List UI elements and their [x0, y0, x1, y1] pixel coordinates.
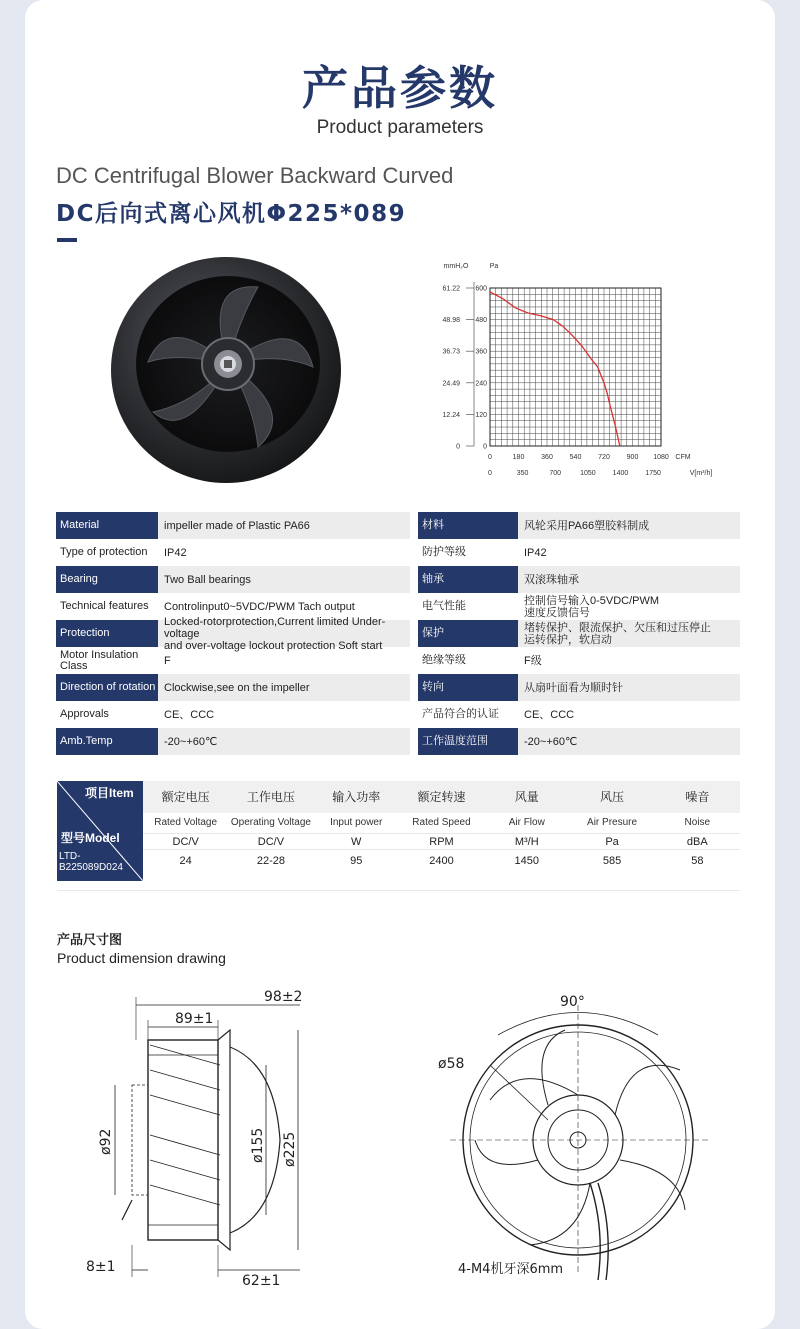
spec-row: [418, 566, 740, 593]
spec-value: IP42: [524, 546, 547, 559]
y-unit-right: Pa: [489, 263, 499, 270]
spec-value: 控制信号输入0-5VDC/PWM 速度反馈信号: [524, 594, 660, 619]
spec-value: F级: [524, 654, 542, 667]
spec-label: 电气性能: [422, 600, 466, 612]
column-header-cn: 输入功率: [314, 781, 399, 813]
spec-label: Technical features: [60, 600, 149, 612]
spec-value: 堵转保护、限流保护、欠压和过压停止 运转保护，软启动: [518, 620, 740, 647]
column-header-cn: 风压: [569, 781, 654, 813]
chart-grid: [490, 288, 661, 446]
spec-value: -20~+60℃: [518, 728, 740, 755]
column-header-cn: 风量: [484, 781, 569, 813]
fan-product-image: [108, 252, 344, 484]
table-column: [314, 781, 399, 871]
y-tick-right: 480: [475, 317, 487, 325]
spec-value: CE、CCC: [524, 708, 575, 721]
x-tick-m3h: 700: [549, 470, 562, 477]
spec-label: 保护: [418, 620, 518, 647]
spec-row: [418, 701, 740, 728]
spec-row: [56, 512, 410, 539]
model-number: LTD-B225089D024: [59, 851, 123, 873]
spec-row: [56, 701, 410, 728]
y-tick-left: 24.49: [442, 380, 460, 388]
column-header-en: Rated Speed: [412, 817, 471, 828]
product-name-en: DC Centrifugal Blower Backward Curved: [56, 163, 454, 188]
column-unit: RPM: [399, 833, 484, 849]
table-column: [484, 781, 569, 871]
column-unit: M³/H: [484, 833, 569, 849]
spec-label: 工作温度范围: [418, 728, 518, 755]
dimension-title-cn: 产品尺寸图: [57, 932, 123, 947]
x-tick-cfm: 0: [488, 454, 492, 461]
spec-row: [418, 539, 740, 566]
column-header-en: Operating Voltage: [230, 817, 311, 828]
table-corner-header: [57, 781, 143, 881]
spec-row: [56, 728, 410, 755]
dim-angle: 90°: [560, 994, 585, 1010]
spec-table-en: [56, 512, 410, 755]
y-tick-left: 0: [456, 443, 460, 451]
cell-value: 58: [655, 849, 740, 871]
dim-89: 89±1: [175, 1011, 214, 1027]
cell-value: 95: [314, 849, 399, 871]
x-unit-m3h: V[m³/h]: [689, 470, 713, 477]
y-tick-left: 61.22: [442, 285, 460, 293]
dim-d92: ø92: [98, 1128, 114, 1155]
corner-model-label: 型号Model: [61, 831, 120, 845]
column-header-cn: 噪音: [655, 781, 740, 813]
column-header-cn: 额定电压: [143, 781, 228, 813]
table-column: [143, 781, 228, 871]
column-unit: DC/V: [143, 833, 228, 849]
spec-label: 防护等级: [422, 546, 466, 558]
cell-value: 2400: [399, 849, 484, 871]
accent-bar: [57, 238, 77, 242]
product-name-cn: DC后向式离心风机Φ225*089: [56, 201, 407, 227]
spec-value: F: [164, 654, 171, 667]
spec-row: [56, 674, 410, 701]
spec-label: 材料: [418, 512, 518, 539]
dim-62: 62±1: [242, 1273, 281, 1289]
y-tick-right: 360: [475, 348, 487, 356]
column-header-en: Noise: [684, 817, 711, 828]
spec-row: [418, 620, 740, 647]
column-unit: W: [314, 833, 399, 849]
column-header-en: Air Flow: [508, 817, 545, 828]
x-tick-m3h: 0: [488, 470, 492, 477]
y-tick-right: 120: [475, 411, 487, 419]
column-header-en: Rated Voltage: [154, 817, 218, 828]
page-subtitle: Product parameters: [316, 117, 484, 138]
spec-label: 轴承: [418, 566, 518, 593]
chart-series: [490, 292, 620, 446]
x-tick-m3h: 1750: [645, 470, 661, 477]
spec-value: CE、CCC: [164, 708, 215, 721]
x-tick-cfm: 900: [626, 454, 639, 461]
spec-value: 风轮采用PA66塑胶料制成: [518, 512, 740, 539]
spec-value: Controlinput0~5VDC/PWM Tach output: [164, 600, 355, 613]
table-column: [228, 781, 313, 871]
y-tick-right: 600: [475, 285, 487, 293]
y-tick-right: 240: [475, 380, 487, 388]
x-tick-m3h: 1400: [612, 470, 629, 477]
dim-8: 8±1: [86, 1259, 116, 1275]
spec-value: impeller made of Plastic PA66: [158, 512, 410, 539]
dim-d155: ø155: [250, 1127, 266, 1163]
table-column: [399, 781, 484, 871]
page-title: 产品参数: [302, 61, 498, 115]
spec-label: Protection: [56, 620, 158, 647]
table-column: [569, 781, 654, 871]
spec-label: Material: [56, 512, 158, 539]
cell-value: 22-28: [228, 849, 313, 871]
cell-value: 1450: [484, 849, 569, 871]
spec-row: [56, 566, 410, 593]
column-header-cn: 额定转速: [399, 781, 484, 813]
x-tick-m3h: 350: [516, 470, 529, 477]
spec-label: Amb.Temp: [56, 728, 158, 755]
x-tick-cfm: 720: [598, 454, 610, 461]
dim-hub-diameter: ø58: [438, 1056, 465, 1072]
spec-row: [418, 728, 740, 755]
dim-screw-note: 4-M4机牙深6mm: [458, 1262, 564, 1277]
spec-table-cn: [418, 512, 740, 755]
spec-label: 转向: [418, 674, 518, 701]
y-tick-left: 12.24: [442, 411, 460, 419]
y-tick-right: 0: [483, 443, 487, 451]
table-bottom-border: [57, 871, 740, 891]
dim-d225: ø225: [282, 1131, 298, 1167]
spec-row: [56, 647, 410, 674]
dim-98: 98±2: [264, 989, 303, 1005]
x-tick-m3h: 1050: [580, 470, 596, 477]
column-unit: dBA: [655, 833, 740, 849]
spec-value: 双滚珠轴承: [518, 566, 740, 593]
pq-curve-chart: [436, 256, 736, 484]
spec-value: 从扇叶面看为顺时针: [518, 674, 740, 701]
spec-label: Type of protection: [60, 546, 148, 558]
spec-value: Locked-rotorprotection,Current limited Under-voltage and over-voltage lockout protection Soft start: [158, 620, 410, 647]
cell-value: 24: [143, 849, 228, 871]
spec-value: -20~+60℃: [158, 728, 410, 755]
dimension-title-en: Product dimension drawing: [57, 950, 226, 966]
y-unit-left: mmH₂O: [443, 263, 469, 270]
spec-row: [418, 512, 740, 539]
column-header-en: Input power: [330, 817, 383, 828]
cell-value: 585: [569, 849, 654, 871]
spec-label: Approvals: [60, 708, 109, 720]
spec-row: [418, 674, 740, 701]
corner-item-label: 项目Item: [85, 786, 134, 800]
spec-row: [418, 647, 740, 674]
spec-label: 绝缘等级: [422, 654, 466, 666]
spec-value: Clockwise,see on the impeller: [158, 674, 410, 701]
y-tick-left: 36.73: [442, 348, 460, 356]
x-tick-cfm: 360: [541, 454, 553, 461]
y-tick-left: 48.98: [442, 317, 460, 325]
spec-label: Direction of rotation: [56, 674, 158, 701]
column-header-en: Air Presure: [587, 817, 638, 828]
x-tick-cfm: 180: [512, 454, 525, 461]
x-tick-cfm: 1080: [653, 454, 669, 461]
spec-row: [56, 615, 410, 652]
spec-label: Motor Insulation Class: [60, 648, 139, 672]
spec-value: Two Ball bearings: [158, 566, 410, 593]
spec-label: 产品符合的认证: [422, 708, 499, 720]
spec-row: [418, 593, 740, 620]
table-column: [655, 781, 740, 871]
column-header-cn: 工作电压: [228, 781, 313, 813]
spec-row: [56, 539, 410, 566]
spec-value: IP42: [164, 546, 187, 559]
front-dimension-drawing: [430, 990, 730, 1290]
x-tick-cfm: 540: [569, 454, 582, 461]
column-unit: DC/V: [228, 833, 313, 849]
spec-label: Bearing: [56, 566, 158, 593]
x-unit-cfm: CFM: [675, 454, 691, 461]
pq-curve-line: [490, 292, 620, 446]
column-unit: Pa: [569, 833, 654, 849]
side-dimension-drawing: [70, 985, 390, 1290]
